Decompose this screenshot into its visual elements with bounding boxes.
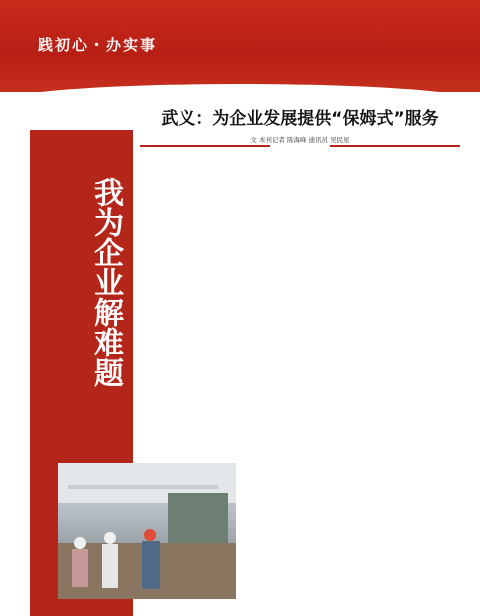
photo-illustration [58,463,236,599]
banner-title: 践初心・办实事 [38,36,158,54]
column-title: 我为企业解难题 [88,177,123,387]
title-rule-right [330,145,460,147]
title-rule-left [140,145,270,147]
factory-photo [58,463,236,599]
article-title: 武义：为企业发展提供“保姆式”服务 [161,109,439,129]
article-byline: 文 本刊记者 陈海峰 通讯员 吴民星 [250,136,350,144]
article-header [140,104,460,144]
